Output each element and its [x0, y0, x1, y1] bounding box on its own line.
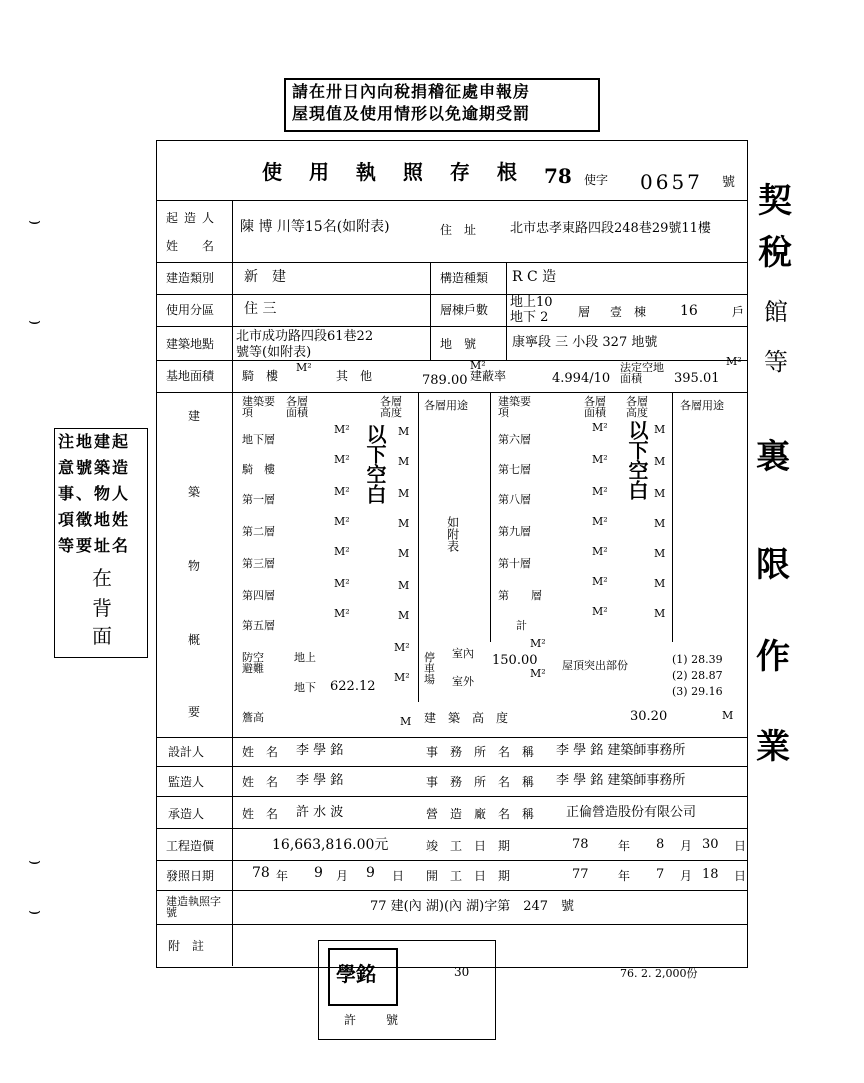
- total-label: 計: [516, 619, 527, 632]
- builder-value: 陳 博 川等15名(如附表): [240, 219, 390, 235]
- punch-mark: ⌣: [28, 898, 42, 922]
- floor-arcade-label: 騎 樓: [242, 463, 275, 476]
- land-no-value: 康寧段 三 小段 327 地號: [512, 335, 658, 350]
- issue-year-unit: 年: [276, 869, 289, 883]
- side-label: 物: [188, 559, 201, 573]
- site-area-value: 789.00: [422, 373, 468, 388]
- floor-4-label: 第四層: [242, 589, 275, 602]
- form-title: 使 用 執 照 存 根: [262, 160, 527, 184]
- building-height-label: 建 築 高 度: [424, 711, 509, 725]
- punch-mark: ⌣: [28, 208, 42, 232]
- unit-m2: M²: [334, 607, 350, 620]
- floor-unit: 層: [578, 305, 591, 319]
- finish-day-unit: 日: [734, 839, 747, 853]
- floor-5-label: 第五層: [242, 619, 275, 632]
- col-header-use-2: 各層用途: [680, 399, 724, 412]
- use-zone-label: 使用分區: [166, 303, 215, 317]
- permit-number: 0657: [640, 170, 703, 194]
- unit-m: M: [398, 425, 410, 438]
- roof-value-1: (1) 28.39: [672, 653, 723, 666]
- start-month: 7: [656, 867, 665, 882]
- permit-suffix: 號: [722, 175, 736, 190]
- stamp-bottom-1: 許: [344, 1013, 357, 1027]
- roof-label: 屋頂突出部份: [562, 659, 628, 672]
- site-location-label: 建築地點: [166, 337, 215, 351]
- column-divider: [672, 392, 673, 642]
- side-label: 要: [188, 705, 201, 719]
- supervisor-value: 李 學 銘: [296, 773, 344, 788]
- unit-m2: M²: [470, 359, 486, 372]
- unit-m: M: [654, 423, 666, 436]
- floor-3-label: 第三層: [242, 557, 275, 570]
- use-ref-note: 如附表: [445, 516, 460, 552]
- finish-label: 竣 工 日 期: [426, 839, 511, 853]
- right-edge-char: 等: [764, 348, 788, 376]
- unit-m: M: [398, 609, 410, 622]
- start-label: 開 工 日 期: [426, 869, 511, 883]
- row-divider: [156, 890, 747, 891]
- unit-m: M: [398, 579, 410, 592]
- builder-label: 起造人: [166, 211, 221, 225]
- right-edge-char: 裏: [756, 437, 790, 477]
- issue-month: 9: [314, 865, 323, 881]
- contractor-label: 承造人: [168, 807, 205, 821]
- site-location-line2: 號等(如附表): [236, 345, 312, 360]
- start-day-unit: 日: [734, 869, 747, 883]
- supervisor-label: 監造人: [168, 775, 205, 789]
- permit-year: 78: [544, 164, 572, 188]
- unit-m2: M²: [592, 515, 608, 528]
- unit-m: M: [654, 455, 666, 468]
- supervisor-office-value: 李 學 銘 建築師事務所: [556, 773, 686, 788]
- col-header-height-2: 各層高度: [626, 395, 648, 419]
- right-edge-char: 稅: [758, 233, 792, 273]
- unit-m2: M²: [334, 577, 350, 590]
- side-note-handwritten: 背: [92, 596, 112, 620]
- unit-m2: M²: [394, 671, 410, 684]
- unit-m2: M²: [334, 485, 350, 498]
- unit-m2: M²: [334, 423, 350, 436]
- unit-m2: M²: [334, 515, 350, 528]
- remark-label: 附 註: [168, 939, 205, 953]
- col-header-use: 各層用途: [424, 399, 468, 412]
- structure-label: 構造種類: [440, 271, 489, 285]
- punch-mark: ⌣: [28, 848, 42, 872]
- blank-mark-left: 以下空白: [363, 424, 387, 504]
- row-divider: [156, 200, 747, 201]
- row-divider: [156, 924, 747, 925]
- unit-m2: M²: [296, 361, 312, 374]
- column-divider: [418, 392, 419, 702]
- unit-m2: M²: [592, 453, 608, 466]
- row-divider: [156, 796, 747, 797]
- side-note-line: 事、物人: [58, 484, 131, 503]
- stamp-bottom-2: 號: [386, 1013, 399, 1027]
- print-footer: 76. 2. 2,000份: [620, 967, 698, 980]
- unit-m: M: [722, 709, 734, 722]
- arcade-label: 騎 樓: [242, 369, 279, 383]
- unit-m: M: [654, 517, 666, 530]
- dong-unit: 棟: [634, 305, 647, 319]
- designer-office-label: 事 務 所 名 稱: [426, 745, 535, 759]
- column-divider: [232, 200, 233, 966]
- households-value: 16: [680, 303, 698, 319]
- unit-m2: M²: [530, 667, 546, 680]
- address-value: 北市忠孝東路四段248巷29號11樓: [510, 221, 711, 236]
- dong-value: 壹: [610, 305, 623, 319]
- unit-m2: M²: [334, 545, 350, 558]
- blank-mark-right: 以下空白: [625, 420, 649, 500]
- col-header-height: 各層高度: [380, 395, 402, 419]
- right-edge-char: 館: [764, 298, 788, 326]
- row-divider: [156, 766, 747, 767]
- roof-value-2: (2) 28.87: [672, 669, 723, 682]
- floors-below-value: 地下 2: [510, 310, 549, 325]
- use-zone-value: 住 三: [244, 301, 277, 317]
- floor-n-label: 第 層: [498, 589, 542, 602]
- coverage-value: 4.994/10: [552, 371, 611, 386]
- side-note-line: 等要址名: [58, 536, 131, 555]
- col-header-items: 建築要項: [242, 395, 275, 419]
- floor-b1-label: 地下層: [242, 433, 275, 446]
- side-label: 建: [188, 409, 201, 423]
- build-type-value: 新 建: [244, 269, 286, 285]
- unit-m2: M²: [592, 485, 608, 498]
- unit-m: M: [398, 517, 410, 530]
- open-space-label: 法定空地面積: [620, 361, 664, 385]
- column-divider: [506, 262, 507, 360]
- building-height-value: 30.20: [630, 709, 668, 724]
- side-label: 概: [188, 633, 201, 647]
- row-divider: [156, 860, 747, 861]
- start-day: 18: [702, 867, 719, 882]
- designer-name-label: 姓 名: [242, 745, 279, 759]
- column-divider: [430, 262, 431, 360]
- unit-m2: M²: [394, 641, 410, 654]
- issue-month-unit: 月: [336, 869, 349, 883]
- finish-month: 8: [656, 837, 665, 852]
- finish-month-unit: 月: [680, 839, 693, 853]
- build-type-label: 建造類別: [166, 271, 215, 285]
- cost-label: 工程造價: [166, 839, 215, 853]
- contractor-name-label: 姓 名: [242, 807, 279, 821]
- row-divider: [156, 392, 747, 393]
- coverage-label: 建蔽率: [470, 369, 507, 383]
- address-label: 住 址: [440, 223, 477, 237]
- contractor-value: 許 水 波: [296, 805, 344, 820]
- eaves-label: 簷高: [242, 711, 264, 724]
- unit-m2: M²: [334, 453, 350, 466]
- unit-m: M: [654, 547, 666, 560]
- right-edge-char: 限: [756, 545, 790, 585]
- unit-m: M: [654, 607, 666, 620]
- tax-notice-line1: 請在卅日內向稅捐稽征處申報房: [292, 82, 531, 101]
- builder-name-label: 姓 名: [166, 239, 221, 253]
- floor-2-label: 第二層: [242, 525, 275, 538]
- hu-unit: 戶: [732, 305, 745, 319]
- unit-m2: M²: [592, 545, 608, 558]
- site-location-line1: 北市成功路四段61巷22: [236, 329, 374, 344]
- outdoor-label: 室外: [452, 675, 474, 688]
- floor-8-label: 第八層: [498, 493, 531, 506]
- side-note-line: 意號築造: [58, 458, 131, 477]
- open-space-value: 395.01: [674, 371, 720, 386]
- indoor-label: 室內: [452, 647, 474, 660]
- floor-7-label: 第七層: [498, 463, 531, 476]
- designer-office-value: 李 學 銘 建築師事務所: [556, 743, 686, 758]
- roof-value-3: (3) 29.16: [672, 685, 723, 698]
- unit-m: M: [654, 577, 666, 590]
- floor-1-label: 第一層: [242, 493, 275, 506]
- side-note-line: 注地建起: [58, 432, 131, 451]
- unit-m: M: [398, 547, 410, 560]
- stamp-date: 30: [454, 965, 470, 979]
- site-area-label: 基地面積: [166, 369, 215, 383]
- unit-m2: M²: [530, 637, 546, 650]
- finish-year-unit: 年: [618, 839, 631, 853]
- cost-value: 16,663,816.00元: [272, 837, 389, 853]
- floors-label: 層棟戶數: [440, 303, 489, 317]
- floors-above-value: 地上10: [510, 295, 553, 310]
- side-note-handwritten: 在: [92, 566, 112, 590]
- side-label: 築: [188, 485, 201, 499]
- start-year: 77: [572, 867, 589, 882]
- finish-day: 30: [702, 837, 719, 852]
- floor-10-label: 第十層: [498, 557, 531, 570]
- civil-below-value: 622.12: [330, 679, 376, 694]
- row-divider: [156, 294, 747, 295]
- structure-value: R C 造: [512, 269, 557, 285]
- supervisor-office-label: 事 務 所 名 稱: [426, 775, 535, 789]
- designer-value: 李 學 銘: [296, 743, 344, 758]
- permit-prefix: 使字: [584, 173, 609, 187]
- right-edge-char: 作: [756, 637, 790, 677]
- supervisor-name-label: 姓 名: [242, 775, 279, 789]
- contractor-firm-value: 正倫營造股份有限公司: [566, 805, 697, 820]
- tax-notice-line2: 屋現值及使用情形以免逾期受罰: [292, 104, 531, 123]
- civil-below-label: 地下: [294, 681, 316, 694]
- row-divider: [156, 828, 747, 829]
- permit-no-value: 77 建(內 湖)(內 湖)字第 247 號: [370, 899, 575, 914]
- col-header-area: 各層面積: [286, 395, 308, 419]
- permit-no-label: 建造執照字號: [166, 895, 221, 919]
- side-note-handwritten: 面: [92, 624, 112, 648]
- unit-m2: M²: [592, 421, 608, 434]
- contractor-firm-label: 營 造 廠 名 稱: [426, 807, 535, 821]
- row-divider: [156, 262, 747, 263]
- row-divider: [156, 326, 747, 327]
- unit-m: M: [654, 487, 666, 500]
- issue-day-unit: 日: [392, 869, 405, 883]
- punch-mark: ⌣: [28, 308, 42, 332]
- start-month-unit: 月: [680, 869, 693, 883]
- issue-year: 78: [252, 865, 270, 881]
- unit-m: M: [400, 715, 412, 728]
- side-note-line: 項徵地姓: [58, 510, 131, 529]
- floor-6-label: 第六層: [498, 433, 531, 446]
- civil-above-label: 地上: [294, 651, 316, 664]
- parking-indoor-value: 150.00: [492, 653, 538, 668]
- start-year-unit: 年: [618, 869, 631, 883]
- unit-m2: M²: [592, 575, 608, 588]
- parking-label: 停車場: [424, 651, 435, 686]
- col-header-items-2: 建築要項: [498, 395, 531, 419]
- other-label: 其 他: [336, 369, 373, 383]
- designer-label: 設計人: [168, 745, 205, 759]
- finish-year: 78: [572, 837, 589, 852]
- unit-m: M: [398, 455, 410, 468]
- seal-chars: 學銘: [336, 962, 376, 986]
- row-divider: [156, 737, 747, 738]
- civil-def-label: 防空避難: [242, 651, 264, 675]
- land-no-label: 地 號: [440, 337, 477, 351]
- col-header-area-2: 各層面積: [584, 395, 606, 419]
- issue-label: 發照日期: [166, 869, 215, 883]
- unit-m: M: [398, 487, 410, 500]
- right-edge-char: 業: [756, 727, 790, 767]
- issue-day: 9: [366, 865, 375, 881]
- unit-m2: M²: [726, 355, 742, 368]
- column-divider: [490, 392, 491, 642]
- right-edge-char: 契: [758, 181, 792, 221]
- floor-9-label: 第九層: [498, 525, 531, 538]
- unit-m2: M²: [592, 605, 608, 618]
